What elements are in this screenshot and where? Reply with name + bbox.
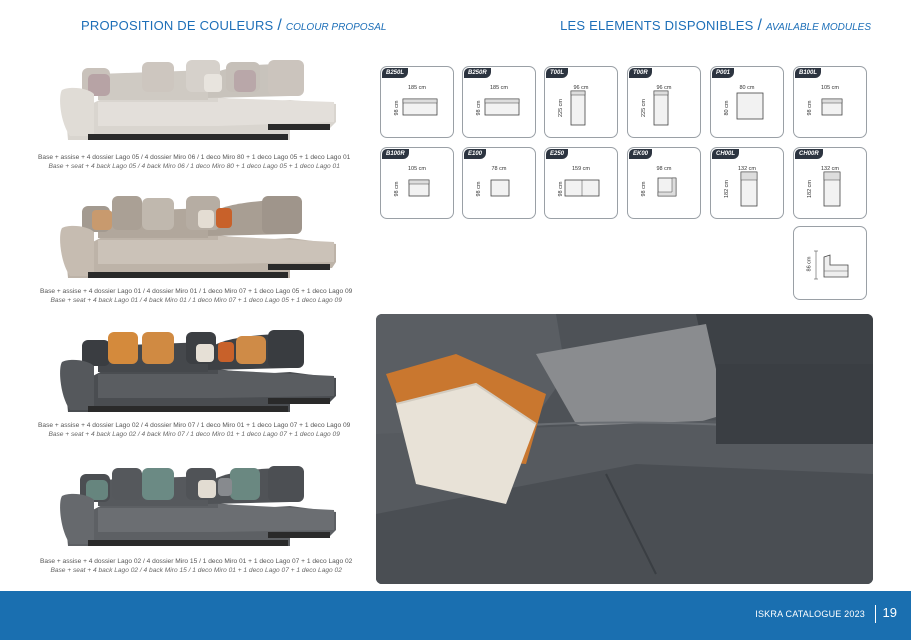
module-code: E250 <box>546 149 568 159</box>
module-depth: 182 cm <box>724 179 730 199</box>
sofa-image-3 <box>58 328 342 416</box>
module-card <box>380 66 454 138</box>
module-code: B250R <box>464 68 491 78</box>
sofa-caption-2 <box>40 287 352 305</box>
module-plan-diagram <box>628 67 702 139</box>
module-depth: 98 cm <box>476 181 482 197</box>
module-depth: 98 cm <box>807 100 813 116</box>
module-plan-diagram <box>381 67 455 139</box>
module-plan-diagram <box>381 148 455 220</box>
sofa-caption-3 <box>38 421 350 439</box>
module-card <box>462 66 536 138</box>
sofa-caption-1 <box>38 153 350 171</box>
colour-proposal-heading <box>81 17 386 35</box>
caption-en: Base + seat + 4 back Lago 01 / 4 back Miro 01 / 1 deco Miro 07 + 1 deco Lago 05 + 1 deco Lago 09 <box>50 297 342 304</box>
module-width: 132 cm <box>820 166 840 172</box>
module-depth: 98 cm <box>394 100 400 116</box>
page-number: 19 <box>882 605 897 620</box>
heading-separator: / <box>277 17 282 34</box>
module-width: 98 cm <box>656 166 672 172</box>
heading-en: AVAILABLE MODULES <box>765 22 871 33</box>
footer-divider <box>875 605 877 623</box>
heading-en: COLOUR PROPOSAL <box>285 22 387 33</box>
module-plan-diagram <box>463 148 537 220</box>
caption-fr: Base + assise + 4 dossier Lago 05 / 4 dossier Miro 06 / 1 deco Miro 80 + 1 deco Lago 05 + 1 deco Lago 01 <box>38 154 351 161</box>
module-code: EK00 <box>629 149 652 159</box>
module-plan-diagram <box>545 148 619 220</box>
module-card <box>793 66 867 138</box>
caption-fr: Base + assise + 4 dossier Lago 02 / 4 dossier Miro 15 / 1 deco Miro 01 + 1 deco Lago 07 + 1 deco Lago 02 <box>40 558 353 565</box>
catalogue-label: ISKRA CATALOGUE 2023 <box>755 609 865 619</box>
module-card <box>380 147 454 219</box>
module-width: 105 cm <box>820 85 840 91</box>
module-width: 105 cm <box>407 166 427 172</box>
module-card <box>793 147 867 219</box>
heading-fr: LES ELEMENTS DISPONIBLES <box>560 18 754 33</box>
module-card <box>462 147 536 219</box>
module-width: 78 cm <box>491 166 507 172</box>
module-plan-diagram <box>794 67 868 139</box>
module-width: 159 cm <box>571 166 591 172</box>
module-depth: 225 cm <box>558 98 564 118</box>
module-width: 132 cm <box>737 166 757 172</box>
module-side-view-diagram <box>794 227 868 301</box>
module-code: T00R <box>629 68 652 78</box>
module-card <box>544 66 618 138</box>
heading-fr: PROPOSITION DE COULEURS <box>81 18 274 33</box>
caption-fr: Base + assise + 4 dossier Lago 01 / 4 dossier Miro 01 / 1 deco Miro 07 + 1 deco Lago 05 + 1 deco Lago 09 <box>40 288 353 295</box>
heading-separator: / <box>757 17 762 34</box>
caption-en: Base + seat + 4 back Lago 02 / 4 back Miro 15 / 1 deco Miro 01 + 1 deco Lago 07 + 1 deco Lago 02 <box>50 567 342 574</box>
module-depth: 182 cm <box>807 179 813 199</box>
module-card <box>710 147 784 219</box>
module-code: B100R <box>382 149 409 159</box>
module-plan-diagram <box>628 148 702 220</box>
module-card <box>627 147 701 219</box>
module-plan-diagram <box>711 148 785 220</box>
module-card <box>544 147 618 219</box>
module-depth: 225 cm <box>641 98 647 118</box>
module-code: CH00R <box>795 149 823 159</box>
module-code: P001 <box>712 68 734 78</box>
module-plan-diagram <box>711 67 785 139</box>
page-footer <box>0 591 911 640</box>
module-width: 80 cm <box>739 85 755 91</box>
sofa-image-1 <box>58 56 342 140</box>
caption-en: Base + seat + 4 back Lago 05 / 4 back Miro 06 / 1 deco Miro 80 + 1 deco Lago 05 + 1 deco Lago 01 <box>48 163 340 170</box>
module-width: 96 cm <box>656 85 672 91</box>
module-plan-diagram <box>545 67 619 139</box>
module-width: 185 cm <box>407 85 427 91</box>
module-depth: 80 cm <box>724 100 730 116</box>
module-code: CH00L <box>712 149 739 159</box>
sofa-caption-4 <box>40 557 352 575</box>
sofa-closeup-photo <box>376 314 873 584</box>
module-depth: 98 cm <box>641 181 647 197</box>
module-plan-diagram <box>463 67 537 139</box>
module-plan-diagram <box>794 148 868 220</box>
sofa-image-2 <box>58 194 342 282</box>
module-card <box>710 66 784 138</box>
module-width: 185 cm <box>489 85 509 91</box>
module-height-card <box>793 226 867 300</box>
caption-en: Base + seat + 4 back Lago 02 / 4 back Miro 07 / 1 deco Miro 01 + 1 deco Lago 07 + 1 deco Lago 09 <box>48 431 340 438</box>
sofa-image-4 <box>58 464 342 550</box>
module-code: B250L <box>382 68 408 78</box>
height-dimension: 86 cm <box>806 256 813 272</box>
module-depth: 98 cm <box>558 181 564 197</box>
module-depth: 98 cm <box>476 100 482 116</box>
module-width: 96 cm <box>573 85 589 91</box>
module-card <box>627 66 701 138</box>
caption-fr: Base + assise + 4 dossier Lago 02 / 4 dossier Miro 07 / 1 deco Miro 01 + 1 deco Lago 07 + 1 deco Lago 09 <box>38 422 351 429</box>
available-modules-heading <box>560 17 871 35</box>
module-depth: 98 cm <box>394 181 400 197</box>
module-code: E100 <box>464 149 486 159</box>
module-code: T00L <box>546 68 568 78</box>
module-code: B100L <box>795 68 821 78</box>
